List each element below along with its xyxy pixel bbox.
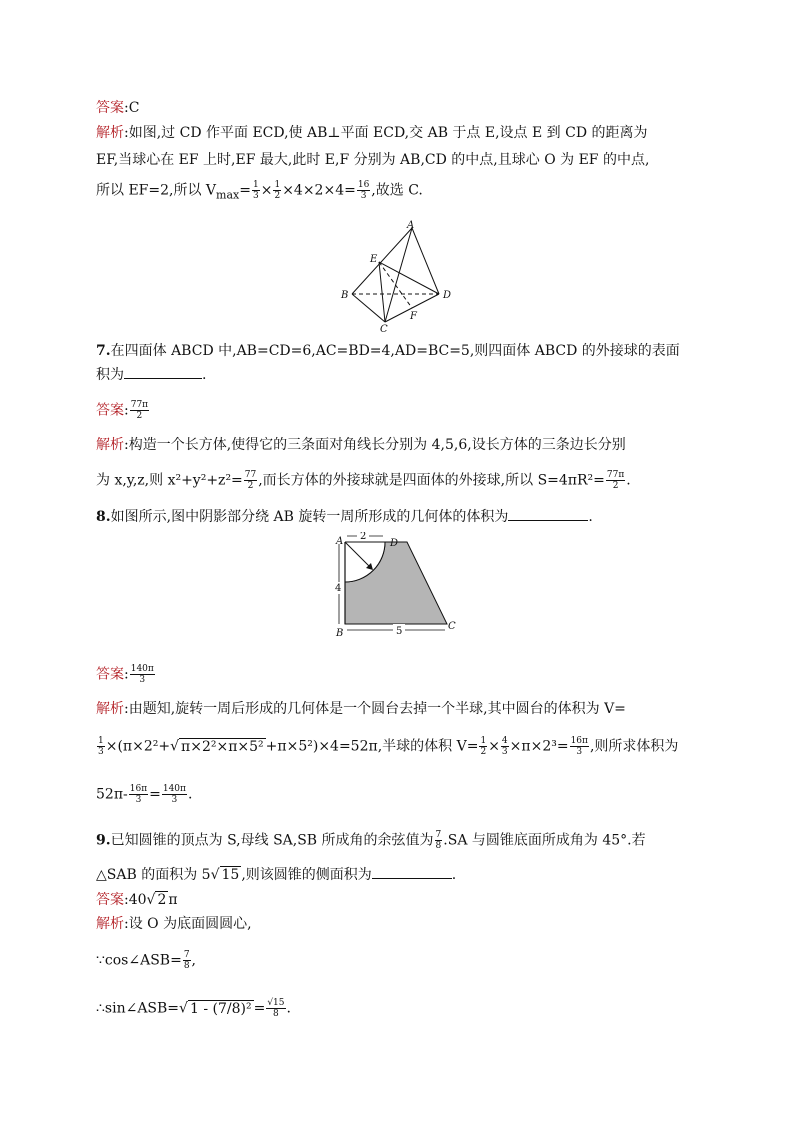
trapezoid-figure [335,532,465,640]
denominator: 3 [139,675,146,685]
fraction [130,664,155,685]
edge-EF-hidden [379,262,412,308]
label-D: D [390,538,399,549]
solution-text: = [253,1000,266,1017]
solution-text: ∴sin∠ASB= [96,1000,180,1017]
solution-line [96,436,626,454]
numerator: 16 [357,180,370,190]
denominator: 3 [576,747,583,757]
solution-text: ×π×2³= [509,738,569,755]
fraction [130,400,149,421]
label-C: C [380,324,388,333]
sqrt-content: 2 [157,892,167,908]
fraction [266,998,285,1019]
numerator: √15 [267,998,285,1008]
solution-text: 52π- [96,786,128,803]
answer-label: 答案 [96,892,124,908]
fraction [435,830,443,851]
denominator: 8 [273,1009,279,1019]
denominator: 3 [252,191,259,201]
solution-line [96,151,649,169]
numerator: 77π [130,400,149,410]
sqrt-content: 1 - (7/8)² [189,1000,252,1017]
answer-line-9: 答案:40√ 2 π [96,892,178,908]
question-text: 在四面体 ABCD 中,AB=CD=6,AC=BD=4,AD=BC=5,则四面体 ABCD 的外接球的表面 [110,343,680,359]
question-text: △SAB 的面积为 5 [96,867,211,883]
denominator: 2 [612,481,619,491]
label-A: A [407,220,415,231]
solution-text: :构造一个长方体,使得它的三条面对角线长分别为 4,5,6,设长方体的三条边长分别 [124,437,626,453]
fraction [606,470,625,491]
solution-line: ∴sin∠ASB=√ 1 - (7/8)² = $\frac{√15}{8}$ . [96,998,291,1019]
denominator: 3 [360,191,367,201]
numerator: 7 [183,950,190,960]
answer-line-7: 答案: $\frac{77\pi}{2}$ [96,400,149,421]
sqrt-content: π×2²×π×5² [181,738,264,755]
numerator: 7 [435,830,442,840]
label-A: A [336,536,344,547]
question-9-line [96,830,646,851]
fraction [252,180,260,201]
answer-value: :40 [124,892,147,908]
question-7-line [96,342,680,360]
fraction [129,784,148,805]
question-text: . [451,867,457,883]
question-9-line: △SAB 的面积为 5√ 15 ,则该圆锥的侧面积为 . [96,867,457,883]
solution-text: ∵cos∠ASB= [96,952,182,969]
solution-text: ×4×2×4= [282,182,356,199]
denominator: 3 [501,747,508,757]
denominator: 2 [247,481,254,491]
numerator: 140π [130,664,154,674]
edge-BC [352,294,385,322]
solution-text: 所以 EF=2,所以 V [96,182,217,199]
question-text: .SA 与圆锥底面所成角为 45°.若 [443,832,646,849]
solution-text: . [286,1000,291,1017]
label-C: C [448,621,456,632]
question-text: 积为 [96,367,124,383]
question-number: 7. [96,343,111,359]
solution-text: EF,当球心在 EF 上时,EF 最大,此时 E,F 分别为 AB,CD 的中点,且球心 O 为 EF 的中点, [96,152,650,168]
solution-text: ×(π×2²+ [105,738,171,755]
denominator: 3 [171,795,178,805]
solution-line [96,180,423,204]
solution-text: × [260,182,273,199]
dim-top-label: 2 [360,532,367,542]
question-text: ,则该圆锥的侧面积为 [241,867,372,883]
denominator: 3 [135,795,142,805]
denominator: 2 [136,411,143,421]
solution-text: 为 x,y,z,则 x²+y²+z²= [96,472,243,489]
solution-line [96,700,626,718]
solution-text: × [488,738,500,755]
fraction [183,950,191,971]
dim-left-label: 4 [335,583,342,594]
solution-text: . [187,786,193,803]
fraction [479,736,487,757]
numerator: 16π [570,736,588,746]
answer-label: 答案 [96,402,124,419]
numerator: 4 [501,736,508,746]
numerator: 77 [244,470,257,480]
numerator: 16π [129,784,148,794]
fraction [273,180,281,201]
question-7-line: 积为 . [96,367,207,383]
solution-text: ,而长方体的外接球就是四面体的外接球,所以 S=4πR²= [258,472,605,489]
solution-label: 解析 [96,125,124,141]
answer-value: π [168,892,178,908]
denominator: 2 [274,191,281,201]
denominator: 8 [183,961,190,971]
label-B: B [336,628,344,639]
numerator: 77π [606,470,625,480]
solution-text: ,故选 C. [371,182,423,199]
solution-text: = [149,786,161,803]
label-D: D [443,290,452,301]
edge-AC [385,228,412,322]
solution-text: :设 O 为底面圆圆心, [124,916,252,932]
solution-line [96,124,648,142]
edge-EC [379,262,385,322]
question-text: 如图所示,图中阴影部分绕 AB 旋转一周所形成的几何体的体积为 [110,509,509,525]
solution-text: :由题知,旋转一周后形成的几何体是一个圆台去掉一个半球,其中圆台的体积为 V= [124,701,626,717]
solution-line [96,470,631,491]
question-text: . [588,509,593,525]
answer-line-6 [96,99,139,117]
answer-label: 答案 [96,100,124,116]
edge-ED [379,262,439,294]
fraction [357,180,370,201]
label-E: E [370,254,378,265]
dim-bottom-label: 5 [396,626,403,637]
numerator: 1 [252,180,259,190]
solution-text: :如图,过 CD 作平面 ECD,使 AB⊥平面 ECD,交 AB 于点 E,设点 E 到 CD 的距离为 [124,125,648,141]
blank-line [372,878,452,879]
answer-label: 答案 [96,666,124,683]
subscript: max [216,188,240,202]
sqrt-content: 15 [221,867,240,883]
fraction [570,736,589,757]
solution-label: 解析 [96,437,124,453]
solution-text: +π×5²)×4=52π,半球的体积 V= [265,738,479,755]
fraction [501,736,509,757]
solution-label: 解析 [96,916,124,932]
solution-text: , [191,952,196,969]
label-B: B [341,290,349,301]
numerator: 1 [274,180,281,190]
question-number: 8. [96,509,111,525]
denominator: 3 [98,747,104,757]
solution-line: $\frac{1}{3}$ ×(π×2²+√ π×2²×π×5² +π×5²)×4=52π,半球的体积 V= $\frac{1}{2}$ × $\frac{4}{3}$ ×π×2³= $\frac{16\pi}{3}$ ,则所求体积为 [98,736,679,757]
blank-line [124,378,202,379]
question-text: 已知圆锥的顶点为 S,母线 SA,SB 所成角的余弦值为 [110,832,434,849]
denominator: 2 [480,747,487,757]
denominator: 8 [435,841,442,851]
solution-line [96,950,196,971]
solution-text: . [626,472,631,489]
fraction [244,470,257,491]
numerator: 140π [162,784,186,794]
numerator: 1 [480,736,487,746]
solution-line [96,784,192,805]
label-F: F [410,311,417,322]
fraction [97,736,105,757]
solution-label: 解析 [96,701,124,717]
edge-AD [412,228,439,294]
answer-value: :C [124,100,140,116]
numerator: 1 [98,736,104,746]
tetrahedron-figure [335,218,465,333]
blank-line [508,520,588,521]
answer-line-8: 答案: $\frac{140\pi}{3}$ [96,664,154,685]
solution-text: = [239,182,251,199]
solution-text: ,则所求体积为 [589,738,679,755]
question-8-line [96,508,593,526]
solution-line [96,915,252,933]
fraction [162,784,187,805]
question-number: 9. [96,832,111,849]
